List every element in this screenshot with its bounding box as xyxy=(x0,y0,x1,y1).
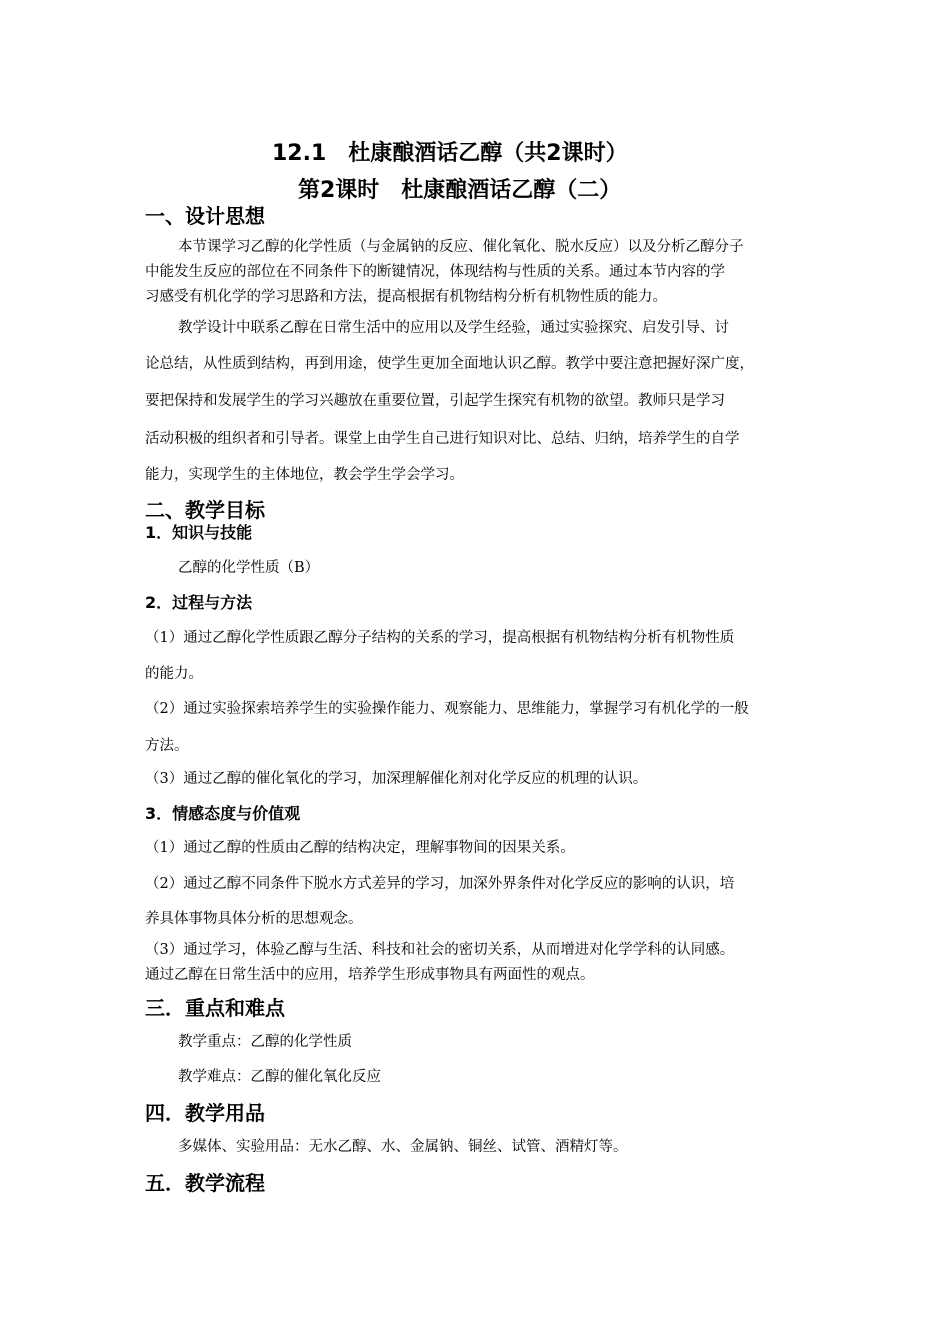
section-heading-objectives: 二、教学目标 xyxy=(145,498,265,522)
paragraph-line: 论总结，从性质到结构，再到用途，使学生更加全面地认识乙醇。教学中要注意把握好深广度， xyxy=(145,356,754,372)
subheading-process: 2．过程与方法 xyxy=(145,593,253,612)
paragraph-line: 要把保持和发展学生的学习兴趣放在重要位置，引起学生探究有机物的欲望。教师只是学习 xyxy=(145,393,725,409)
list-item: 的能力。 xyxy=(145,666,203,682)
paragraph-line: 本节课学习乙醇的化学性质（与金属钠的反应、催化氧化、脱水反应）以及分析乙醇分子 xyxy=(178,239,744,255)
paragraph-line: 教学设计中联系乙醇在日常生活中的应用以及学生经验，通过实验探究、启发引导、讨 xyxy=(178,320,729,336)
section-heading-design: 一、设计思想 xyxy=(145,204,265,228)
list-item: （2）通过乙醇不同条件下脱水方式差异的学习，加深外界条件对化学反应的影响的认识，培 xyxy=(145,876,735,892)
paragraph-line: 中能发生反应的部位在不同条件下的断键情况，体现结构与性质的关系。通过本节内容的学 xyxy=(145,264,725,280)
list-item: （3）通过乙醇的催化氧化的学习，加深理解催化剂对化学反应的机理的认识。 xyxy=(145,771,648,787)
document-subtitle: 第2课时 杜康酿酒话乙醇（二） xyxy=(298,178,622,203)
section-heading-materials: 四．教学用品 xyxy=(145,1101,265,1125)
paragraph-line: 习感受有机化学的学习思路和方法，提高根据有机物结构分析有机物性质的能力。 xyxy=(145,289,667,305)
materials-text: 多媒体、实验用品：无水乙醇、水、金属钠、铜丝、试管、酒精灯等。 xyxy=(178,1139,628,1155)
section-heading-procedure: 五．教学流程 xyxy=(145,1171,265,1195)
paragraph-line: 活动积极的组织者和引导者。课堂上由学生自己进行知识对比、总结、归纳，培养学生的自学 xyxy=(145,431,740,447)
subheading-attitude: 3．情感态度与价值观 xyxy=(145,804,301,823)
paragraph-line: 能力，实现学生的主体地位，教会学生学会学习。 xyxy=(145,467,464,483)
list-item: 通过乙醇在日常生活中的应用，培养学生形成事物具有两面性的观点。 xyxy=(145,967,595,983)
section-heading-key-points: 三．重点和难点 xyxy=(145,996,285,1020)
document-title: 12.1 杜康酿酒话乙醇（共2课时） xyxy=(272,141,628,166)
difficulty-text: 教学难点：乙醇的催化氧化反应 xyxy=(178,1069,381,1085)
list-item: 方法。 xyxy=(145,738,189,754)
list-item: 养具体事物具体分析的思想观念。 xyxy=(145,911,363,927)
key-point-text: 教学重点：乙醇的化学性质 xyxy=(178,1034,352,1050)
list-item: （1）通过乙醇化学性质跟乙醇分子结构的关系的学习，提高根据有机物结构分析有机物性质 xyxy=(145,630,735,646)
list-item: （1）通过乙醇的性质由乙醇的结构决定，理解事物间的因果关系。 xyxy=(145,840,575,856)
objective-text: 乙醇的化学性质（B） xyxy=(178,560,320,576)
list-item: （2）通过实验探索培养学生的实验操作能力、观察能力、思维能力，掌握学习有机化学的一般 xyxy=(145,701,749,717)
subheading-knowledge: 1．知识与技能 xyxy=(145,523,253,542)
list-item: （3）通过学习，体验乙醇与生活、科技和社会的密切关系，从而增进对化学学科的认同感。 xyxy=(145,942,735,958)
